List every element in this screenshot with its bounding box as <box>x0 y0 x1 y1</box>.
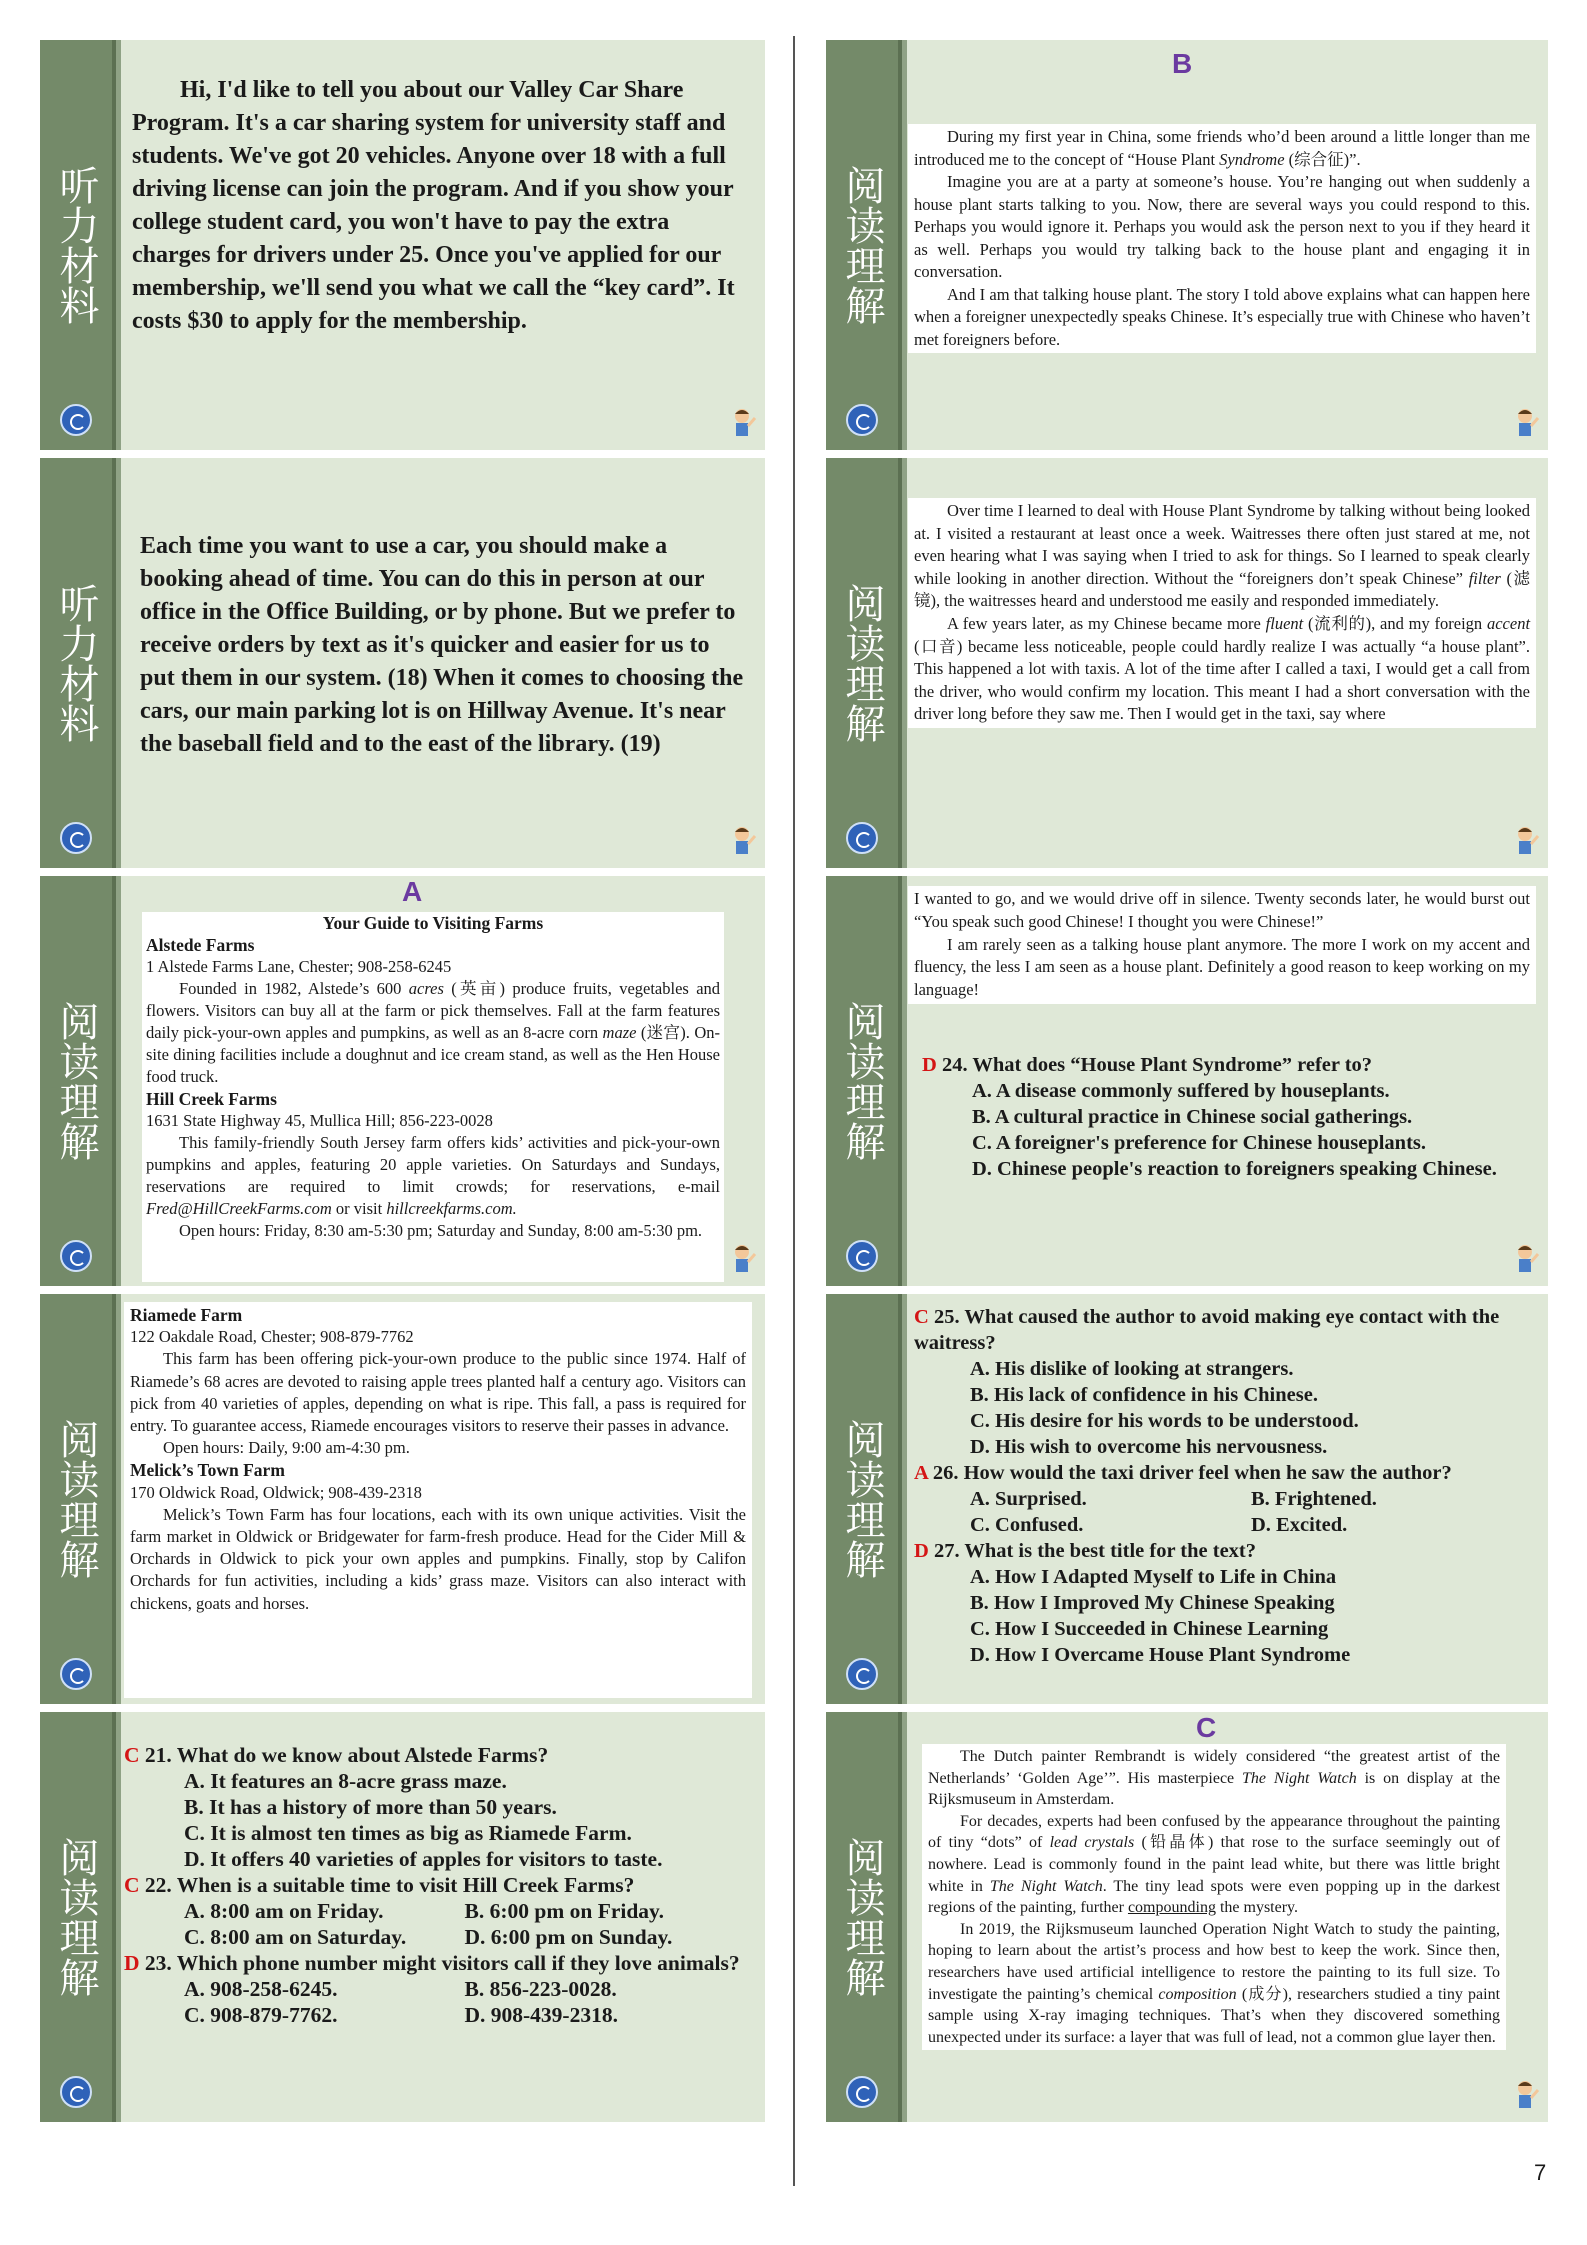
sidebar-title: 阅读理解 <box>839 165 885 325</box>
farm-hours: Open hours: Daily, 9:00 am-4:30 pm. <box>163 1438 410 1458</box>
term: lead crystals <box>1049 1834 1135 1852</box>
farm-name: Riamede Farm <box>130 1305 243 1325</box>
school-logo-icon <box>846 1240 878 1272</box>
sidebar-title: 听力材料 <box>53 165 99 325</box>
farm-address: 122 Oakdale Road, Chester; 908-879-7762 <box>130 1327 414 1347</box>
text-span: On-site dining facilities include a doughnut and ice cream stand, as well as the Hen House food truck. <box>146 1023 720 1086</box>
question-23 <box>124 1950 745 2028</box>
text-span: Founded in 1982, Alstede’s 600 <box>179 979 402 998</box>
option: B. How I Improved My Chinese Speaking <box>970 1592 1335 1614</box>
paragraph: And I am that talking house plant. The story I told above explains what can happen here when a foreigner unexpectedly speaks Chinese. It’s especially true with Chinese who haven’t met foreigners before. <box>914 284 1530 349</box>
question-stem: 23. Which phone number might visitors call if they love animals? <box>144 1951 740 1975</box>
text-span: The Dutch painter Rembrandt is widely considered “the greatest artist of the Netherlands’ ‘Golden Age’”. His masterpiece <box>928 1748 1500 1787</box>
option: B. 856-223-0028. <box>464 1977 617 2001</box>
paragraph <box>928 1919 1500 2049</box>
school-logo-icon <box>846 822 878 854</box>
term: accent <box>1486 613 1531 633</box>
option: A. Surprised. <box>970 1488 1087 1510</box>
card-section-a-1 <box>40 876 765 1286</box>
sidebar-title: 阅读理解 <box>839 1001 885 1161</box>
paragraph <box>914 500 1530 613</box>
term: acres <box>408 979 444 998</box>
text-span: . The tiny lead spots were even popping up in the darkest regions of the painting, further <box>928 1877 1501 1917</box>
answer-key: C <box>914 1306 929 1328</box>
passage-b <box>908 124 1536 353</box>
gloss: (迷宫). <box>640 1023 690 1042</box>
text-span: (流利的), and my foreign <box>1308 613 1483 633</box>
passage-b-end <box>908 886 1536 1004</box>
paragraph: I am rarely seen as a talking house plant anymore. The more I work on my accent and fluency, the less I am seen as a house plant. Definitely a good reason to keep working on my language! <box>914 934 1530 1000</box>
sidebar-title: 阅读理解 <box>839 1419 885 1579</box>
question-stem: 21. What do we know about Alstede Farms? <box>144 1743 549 1767</box>
option: D. How I Overcame House Plant Syndrome <box>970 1644 1351 1666</box>
farm-address: 1631 State Highway 45, Mullica Hill; 856-223-0028 <box>146 1111 493 1130</box>
school-logo-icon <box>60 1240 92 1272</box>
sidebar-title: 阅读理解 <box>839 583 885 743</box>
text-span: (铅晶体) that rose to the surface seemingly out of nowhere. Lead is commonly found in the paint lead white, but there was little bright white in <box>928 1834 1501 1895</box>
sidebar-title: 阅读理解 <box>53 1419 99 1579</box>
option: B. It has a history of more than 50 years. <box>184 1795 557 1819</box>
question-stem: 27. What is the best title for the text? <box>933 1540 1257 1562</box>
option: D. It offers 40 varieties of apples for visitors to taste. <box>184 1847 663 1871</box>
mascot-icon <box>1510 1242 1540 1278</box>
card-listening-1 <box>40 40 765 450</box>
farm-description <box>146 978 720 1088</box>
school-logo-icon <box>60 1658 92 1690</box>
mascot-icon <box>1510 2078 1540 2114</box>
term: fluent <box>1265 613 1304 633</box>
card-questions-a <box>40 1712 765 2122</box>
mascot-icon <box>1510 824 1540 860</box>
text-span: During my first year in China, some friends who’d been around a little longer than me introduced me to the concept of “House Plant <box>914 127 1530 169</box>
farm-address: 170 Oldwick Road, Oldwick; 908-439-2318 <box>130 1482 422 1502</box>
section-letter: A <box>402 876 423 907</box>
term: maze <box>602 1023 637 1042</box>
question-stem: 24. What does “House Plant Syndrome” refer to? <box>941 1054 1373 1076</box>
text-span: In 2019, the Rijksmuseum launched Operation Night Watch to study the painting, hoping to learn about the artist’s process and how best to keep the work. Since then, researchers have used artificial intelligence to restore the painting to its full size. To investigate the painting’s chemical <box>928 1920 1500 2003</box>
answer-key: D <box>914 1540 929 1562</box>
question-27 <box>914 1538 1532 1668</box>
listening-paragraph: Each time you want to use a car, you should make a booking ahead of time. You can do this in person at our office in the Office Building, or by phone. But we prefer to receive orders by text as it's quicker and easier for us to put them in our system. (18) When it comes to choosing the cars, our main parking lot is on Hillway Avenue. It's near the baseball field and to the east of the library. (19) <box>140 533 744 757</box>
email-link[interactable]: Fred@HillCreekFarms.com <box>146 1199 332 1218</box>
question-stem: 25. What caused the author to avoid making eye contact with the waitress? <box>914 1306 1500 1354</box>
answer-key: A <box>914 1462 928 1484</box>
website-link[interactable]: hillcreekfarms.com. <box>386 1199 517 1218</box>
card-section-b-3 <box>826 876 1548 1286</box>
school-logo-icon <box>846 404 878 436</box>
text-span: the mystery. <box>1219 1899 1299 1917</box>
answer-key: D <box>124 1951 140 1975</box>
sidebar-title: 阅读理解 <box>839 1837 885 1997</box>
option: C. A foreigner's preference for Chinese houseplants. <box>972 1132 1427 1154</box>
farm-guide <box>142 912 724 1282</box>
term: composition <box>1158 1985 1237 2003</box>
page-number: 7 <box>1534 2160 1547 2185</box>
question-list <box>914 1304 1532 1668</box>
farm-guide-continued <box>124 1302 752 1698</box>
option: A. How I Adapted Myself to Life in China <box>970 1566 1337 1588</box>
farm-description <box>146 1132 720 1220</box>
text-span: (滤镜), the waitresses heard and understood me easily and responded immediately. <box>914 568 1531 611</box>
center-divider <box>793 36 795 2186</box>
option: A. A disease commonly suffered by houseplants. <box>972 1080 1390 1102</box>
listening-text-2 <box>140 530 745 868</box>
card-section-b-1 <box>826 40 1548 450</box>
option: D. 908-439-2318. <box>464 2003 618 2027</box>
option: D. 6:00 pm on Sunday. <box>464 1925 673 1949</box>
mascot-icon <box>727 1242 757 1278</box>
gloss: (综合征)”. <box>1288 149 1361 169</box>
farm-description: Melick’s Town Farm has four locations, each with its own unique activities. Visit the farm market in Oldwick or Bridgewater for farm-fresh produce. Head for the Cider Mill & Orchards in Oldwick to pick your own apples and pumpkins. Finally, stop by Califon Orchards for fun activities, including a kids’ grass maze. Visitors can also interact with chickens, goats and horses. <box>130 1504 746 1613</box>
farm-description: This farm has been offering pick-your-own produce to the public since 1974. Half of Riamede’s 68 acres are devoted to raising apple trees planted half a century ago. Visitors can pick from 40 varieties of apples, depending on what is ripe. This fall, a pass is required for entry. To guarantee access, Riamede encourages visitors to reserve their passes in advance. <box>130 1349 746 1436</box>
farm-hours: Open hours: Friday, 8:30 am-5:30 pm; Saturday and Sunday, 8:00 am-5:30 pm. <box>179 1221 703 1240</box>
section-letter: C <box>1196 1712 1217 1743</box>
option: C. It is almost ten times as big as Riamede Farm. <box>184 1821 632 1845</box>
school-logo-icon <box>60 404 92 436</box>
paragraph <box>914 126 1530 171</box>
text-span: (成分), researchers studied a tiny paint sample using X-ray imaging techniques. That’s when they discovered something unexpected under its surface: a layer that was full of lead, not a common glue layer then. <box>928 1985 1501 2046</box>
option: C. 8:00 am on Saturday. <box>184 1925 407 1949</box>
answer-key: D <box>922 1054 937 1076</box>
farm-name: Hill Creek Farms <box>146 1089 277 1109</box>
option: D. Chinese people's reaction to foreigners speaking Chinese. <box>972 1158 1497 1180</box>
paragraph <box>914 613 1530 726</box>
artwork-title: The Night Watch <box>989 1877 1103 1895</box>
card-section-a-2 <box>40 1294 765 1704</box>
term: filter <box>1468 568 1501 588</box>
artwork-title: The Night Watch <box>1242 1769 1357 1787</box>
option: B. A cultural practice in Chinese social gatherings. <box>972 1106 1413 1128</box>
farm-name: Melick’s Town Farm <box>130 1460 285 1481</box>
text-span: Over time I learned to deal with House Plant Syndrome by talking without being looked at. I visited a restaurant at least once a week. Waitresses there often just stared at me, not even hearing what I was saying when I tried to ask for things. So I learned to speak clearly while looking in another direction. Without the “foreigners don’t speak Chinese” <box>914 501 1530 588</box>
text-span: produce fruits, vegetables and flowers. Visitors can buy all at the farm or pick themselves. Fall at the farm features daily pick-your-own apples and pumpkins, as well as an 8-acre corn <box>146 979 721 1042</box>
answer-key: C <box>124 1743 140 1767</box>
option: C. His desire for his words to be understood. <box>970 1410 1359 1432</box>
school-logo-icon <box>846 1658 878 1690</box>
text-span: This family-friendly South Jersey farm offers kids’ activities and pick-your-own pumpkins and apples, featuring 20 apple varieties. On Saturdays and Sundays, reservations are required to limit crowds; for reservations, e-mail <box>146 1133 720 1196</box>
option: A. His dislike of looking at strangers. <box>970 1358 1294 1380</box>
school-logo-icon <box>846 2076 878 2108</box>
card-questions-b <box>826 1294 1548 1704</box>
section-letter: B <box>1172 48 1193 79</box>
option: A. 908-258-6245. <box>184 1977 338 2001</box>
sidebar-title: 阅读理解 <box>53 1001 99 1161</box>
text-span: A few years later, as my Chinese became more <box>947 613 1261 633</box>
option: C. 908-879-7762. <box>184 2003 338 2027</box>
answer-key: C <box>124 1873 140 1897</box>
sidebar-title: 阅读理解 <box>53 1837 99 1997</box>
school-logo-icon <box>60 822 92 854</box>
text-span: is on display at the Rijksmuseum in Amsterdam. <box>928 1769 1501 1809</box>
paragraph <box>928 1746 1500 1811</box>
option: A. 8:00 am on Friday. <box>184 1899 384 1923</box>
question-list <box>124 1742 745 2122</box>
question-25 <box>914 1304 1532 1460</box>
sidebar-title: 听力材料 <box>53 583 99 743</box>
farm-name: Alstede Farms <box>146 935 255 955</box>
question-21 <box>124 1742 745 1872</box>
option: C. How I Succeeded in Chinese Learning <box>970 1618 1329 1640</box>
option: B. Frightened. <box>1251 1488 1377 1510</box>
question-22 <box>124 1872 745 1950</box>
mascot-icon <box>1510 406 1540 442</box>
question-24 <box>922 1052 1528 1182</box>
option: B. 6:00 pm on Friday. <box>464 1899 664 1923</box>
card-section-b-2 <box>826 458 1548 868</box>
passage-b-continued <box>908 498 1536 728</box>
option: A. It features an 8-acre grass maze. <box>184 1769 507 1793</box>
option: D. His wish to overcome his nervousness. <box>970 1436 1328 1458</box>
question-26 <box>914 1460 1532 1538</box>
gloss: (英亩) <box>451 979 505 998</box>
text-span: or visit <box>335 1199 383 1218</box>
guide-title: Your Guide to Visiting Farms <box>322 913 544 933</box>
listening-text-1 <box>132 74 745 450</box>
card-section-c <box>826 1712 1548 2122</box>
passage-c <box>922 1744 1506 2050</box>
option: C. Confused. <box>970 1514 1084 1536</box>
paragraph <box>928 1811 1500 1919</box>
card-listening-2 <box>40 458 765 868</box>
paragraph: Imagine you are at a party at someone’s house. You’re hanging out when suddenly a house plant starts talking to you. Now, there are several ways you could respond to this. Perhaps you would ignore it. Perhaps you would ask the person next to you if they heard it as well. Perhaps you would try talking back to the house plant and engaging it in conversation. <box>914 172 1530 281</box>
term: Syndrome <box>1219 149 1285 169</box>
farm-address: 1 Alstede Farms Lane, Chester; 908-258-6245 <box>146 957 452 976</box>
listening-paragraph: Hi, I'd like to tell you about our Valley Car Share Program. It's a car sharing system for university staff and students. We've got 20 vehicles. Anyone over 18 with a full driving license can join the program. And if you show your college student card, you won't have to pay the extra charges for drivers under 25. Once you've applied for our membership, we'll send you what we call the “key card”. It costs $30 to apply for the membership. <box>132 77 735 334</box>
school-logo-icon <box>60 2076 92 2108</box>
paragraph: I wanted to go, and we would drive off in silence. Twenty seconds later, he would burst out “You speak such good Chinese! I thought you were Chinese!” <box>914 889 1530 931</box>
underlined-word: compounding <box>1127 1899 1216 1917</box>
question-stem: 26. How would the taxi driver feel when he saw the author? <box>932 1462 1452 1484</box>
text-span: (口音) became less noticeable, people could hardly realize I was actually “a house plant”. This happened a lot with taxis. A lot of the time after I called a taxi, I would get a call from the driver, who would confirm my location. This meant I had a short conversation with the driver long before they saw me. Then I would get in the taxi, say where <box>914 636 1530 724</box>
option: D. Excited. <box>1251 1514 1348 1536</box>
option: B. His lack of confidence in his Chinese. <box>970 1384 1318 1406</box>
text-span: For decades, experts had been confused by the appearance throughout the painting of tiny “dots” of <box>928 1812 1500 1852</box>
question-stem: 22. When is a suitable time to visit Hill Creek Farms? <box>144 1873 635 1897</box>
